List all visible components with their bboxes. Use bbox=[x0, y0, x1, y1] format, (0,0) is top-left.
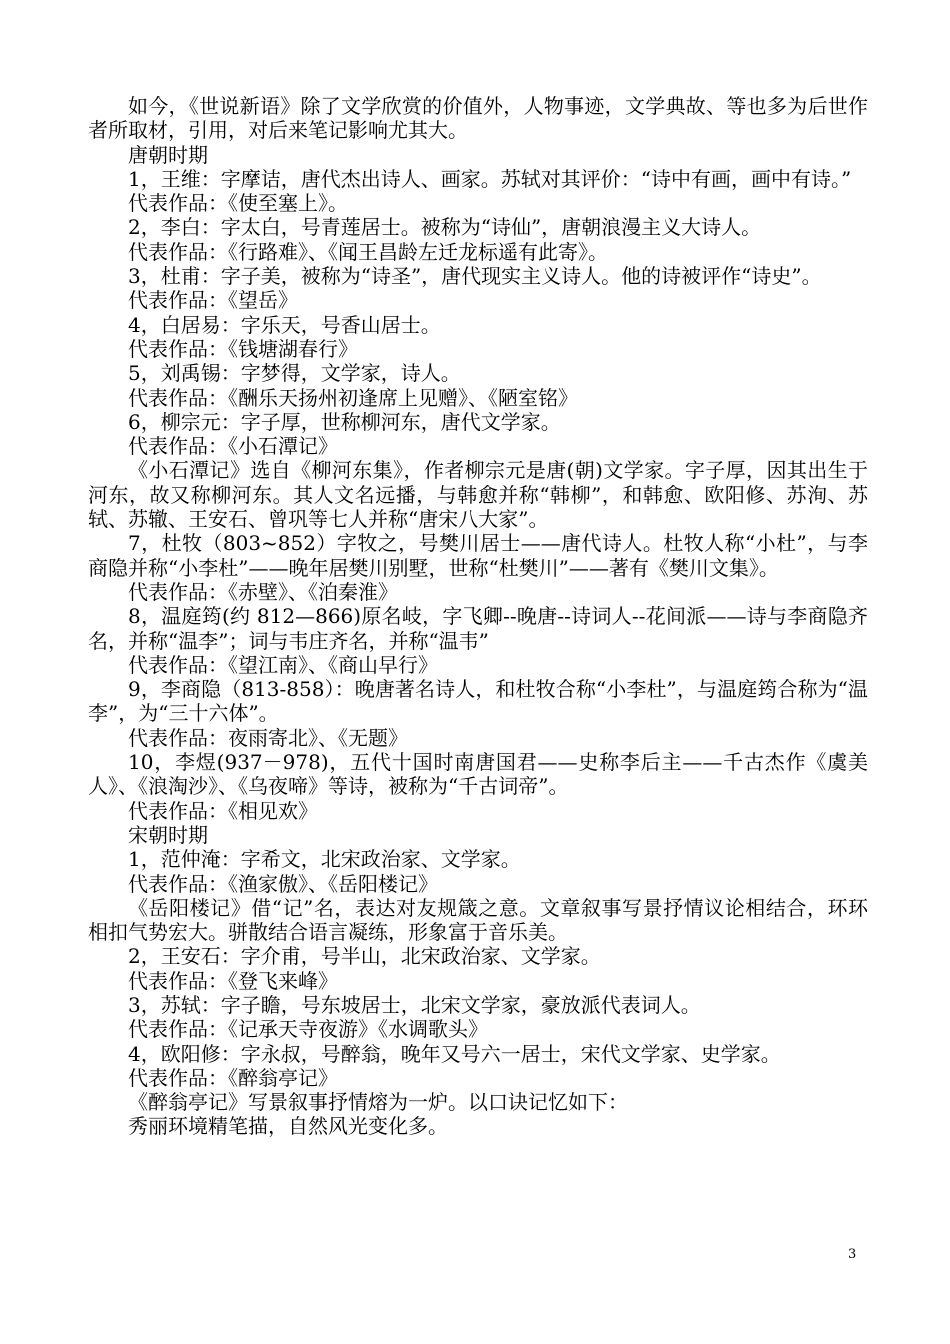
paragraph: 代表作品：《登飞来峰》 bbox=[128, 968, 338, 993]
paragraph: 代表作品：《赤壁》、《泊秦淮》 bbox=[128, 579, 398, 604]
paragraph: 代表作品：《酬乐天扬州初逢席上见赠》、《陋室铭》 bbox=[128, 385, 578, 410]
paragraph: 10，李煜(937－978)，五代十国时南唐国君——史称李后主——千古杰作《虞美人》、《浪淘沙》、《乌夜啼》等诗，被称为“千古词帝”。 bbox=[88, 750, 868, 799]
paragraph: 秀丽环境精笔描，自然风光变化多。 bbox=[128, 1114, 448, 1139]
section-heading-song: 宋朝时期 bbox=[128, 822, 208, 847]
paragraph: 4，欧阳修：字永叔，号醉翁，晚年又号六一居士，宋代文学家、史学家。 bbox=[128, 1041, 781, 1066]
paragraph: 代表作品：《钱塘湖春行》 bbox=[128, 336, 358, 361]
paragraph: 1，范仲淹：字希文，北宋政治家、文学家。 bbox=[128, 847, 521, 872]
paragraph: 7，杜牧（803~852）字牧之，号樊川居士——唐代诗人。杜牧人称“小杜”，与李商隐并称“小李杜”——晚年居樊川别墅，世称“杜樊川”——著有《樊川文集》。 bbox=[88, 531, 868, 580]
paragraph: 如今，《世说新语》除了文学欣赏的价值外，人物事迹，文学典故、等也多为后世作者所取材，引用，对后来笔记影响尤其大。 bbox=[88, 94, 868, 143]
paragraph: 4，白居易：字乐天，号香山居士。 bbox=[128, 312, 441, 337]
paragraph: 2，李白：字太白，号青莲居士。被称为“诗仙”，唐朝浪漫主义大诗人。 bbox=[128, 215, 762, 240]
paragraph: 代表作品：《望江南》、《商山早行》 bbox=[128, 652, 438, 677]
paragraph: 1，王维：字摩诘，唐代杰出诗人、画家。苏轼对其评价：“诗中有画，画中有诗。” bbox=[128, 166, 852, 191]
paragraph: 代表作品：夜雨寄北》、《无题》 bbox=[128, 725, 408, 750]
document-body bbox=[88, 94, 868, 1139]
paragraph: 代表作品：《渔家傲》、《岳阳楼记》 bbox=[128, 871, 438, 896]
paragraph: 代表作品：《望岳》 bbox=[128, 288, 298, 313]
paragraph: 《醉翁亭记》写景叙事抒情熔为一炉。以口诀记忆如下： bbox=[128, 1090, 628, 1115]
page-number: 3 bbox=[848, 1247, 857, 1262]
paragraph: 3，苏轼：字子瞻，号东坡居士，北宋文学家，豪放派代表词人。 bbox=[128, 992, 701, 1017]
paragraph: 《小石潭记》选自《柳河东集》，作者柳宗元是唐(朝)文学家。字子厚，因其出生于河东，故又称柳河东。其人文名远播，与韩愈并称“韩柳”，和韩愈、欧阳修、苏洵、苏轼、苏辙、王安石、曾巩等七人并称“唐宋八大家”。 bbox=[88, 458, 868, 532]
paragraph: 5，刘禹锡：字梦得，文学家，诗人。 bbox=[128, 361, 461, 386]
paragraph: 代表作品：《小石潭记》 bbox=[128, 434, 338, 459]
paragraph: 代表作品：《相见欢》 bbox=[128, 798, 318, 823]
paragraph: 代表作品：《醉翁亭记》 bbox=[128, 1065, 338, 1090]
paragraph: 6，柳宗元：字子厚，世称柳河东，唐代文学家。 bbox=[128, 409, 561, 434]
paragraph: 3，杜甫：字子美，被称为“诗圣”，唐代现实主义诗人。他的诗被评作“诗史”。 bbox=[128, 264, 822, 289]
paragraph: 代表作品：《行路难》、《闻王昌龄左迁龙标遥有此寄》。 bbox=[128, 239, 608, 264]
paragraph: 8，温庭筠(约 812—866)原名岐，字飞卿--晚唐--诗词人--花间派——诗与李商隐齐名，并称“温李”；词与韦庄齐名，并称“温韦” bbox=[88, 604, 868, 653]
paragraph: 《岳阳楼记》借“记”名，表达对友规箴之意。文章叙事写景抒情议论相结合，环环相扣气势宏大。骈散结合语言凝练，形象富于音乐美。 bbox=[88, 895, 868, 945]
paragraph: 代表作品：《记承天寺夜游》《水调歌头》 bbox=[128, 1017, 488, 1042]
section-heading-tang: 唐朝时期 bbox=[128, 142, 208, 167]
paragraph: 9，李商隐（813-858）：晚唐著名诗人，和杜牧合称“小李杜”，与温庭筠合称为“温李”，为“三十六体”。 bbox=[88, 677, 868, 726]
paragraph: 代表作品：《使至塞上》。 bbox=[128, 191, 348, 216]
paragraph: 2，王安石：字介甫，号半山，北宋政治家、文学家。 bbox=[128, 944, 601, 969]
